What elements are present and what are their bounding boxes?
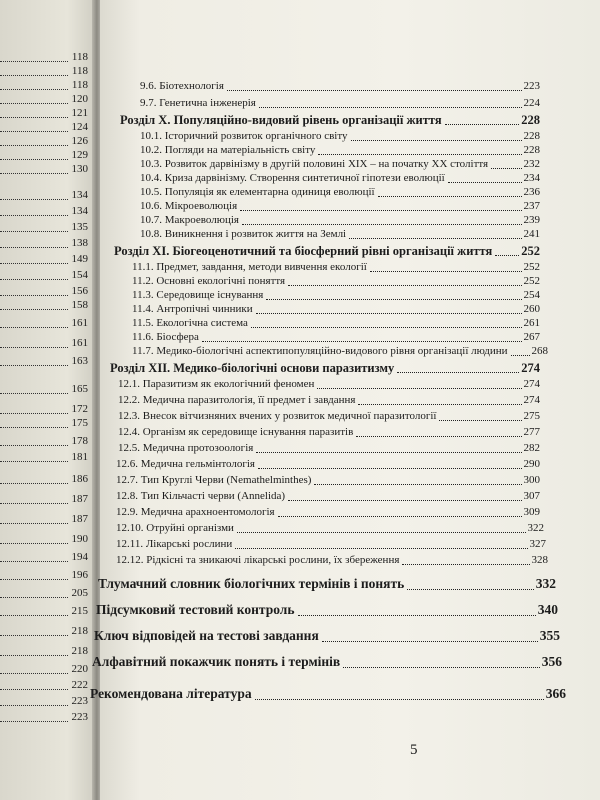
toc-entry-page: 260 xyxy=(523,303,540,315)
toc-leader-dots xyxy=(240,198,521,211)
left-page-number: 120 xyxy=(71,93,88,105)
toc-subsection-row xyxy=(118,440,540,457)
toc-entry-page: 252 xyxy=(523,261,540,273)
toc-leader-dots xyxy=(242,212,522,225)
toc-entry-page: 277 xyxy=(523,426,540,438)
toc-entry-title: Розділ XI. Біогеоценотичний та біосферний рівні організації життя xyxy=(114,244,493,258)
toc-entry-page: 232 xyxy=(523,158,540,170)
toc-leader-dots xyxy=(318,142,521,155)
toc-entry-page: 237 xyxy=(523,200,540,212)
toc-entry-page: 340 xyxy=(537,602,558,617)
toc-leader-dots xyxy=(256,440,521,453)
toc-entry-page: 252 xyxy=(521,244,540,258)
toc-leader-dots xyxy=(448,170,522,183)
toc-subsection-row xyxy=(116,552,548,569)
toc-entry-page: 241 xyxy=(523,228,540,240)
toc-leader-dots xyxy=(445,112,520,125)
toc-leader-dots xyxy=(237,520,526,533)
left-leader-dots xyxy=(0,673,68,674)
left-leader-dots xyxy=(0,263,68,264)
toc-leader-dots xyxy=(259,95,522,108)
toc-subsection-row xyxy=(116,488,540,505)
left-page-toc-line xyxy=(0,642,90,660)
toc-subsection-row xyxy=(116,520,544,537)
toc-subsection-row xyxy=(116,536,546,553)
toc-appendix-row xyxy=(96,600,558,620)
left-page-number: 135 xyxy=(71,221,88,233)
toc-subsection-row xyxy=(118,408,540,425)
toc-entry-title: 9.6. Біотехнологія xyxy=(140,80,224,92)
toc-leader-dots xyxy=(378,184,522,197)
toc-entry-title: Розділ XII. Медико-біологічні основи паразитизму xyxy=(110,361,395,375)
toc-subsection-row xyxy=(118,376,540,393)
toc-entry-title: 12.3. Внесок вітчизняних вчених у розвиток медичної паразитології xyxy=(118,410,437,422)
toc-entry-title: 10.6. Мікроеволюція xyxy=(140,200,238,212)
left-page-number: 161 xyxy=(71,317,88,329)
toc-entry-title: 10.7. Макроеволюція xyxy=(140,214,239,226)
left-leader-dots xyxy=(0,199,68,200)
left-leader-dots xyxy=(0,705,68,706)
left-leader-dots xyxy=(0,365,68,366)
left-leader-dots xyxy=(0,689,68,690)
left-page-number: 222 xyxy=(71,679,88,691)
toc-entry-page: 355 xyxy=(539,628,560,643)
toc-entry-page: 228 xyxy=(523,130,540,142)
left-page-number: 223 xyxy=(71,695,88,707)
left-page-toc-line xyxy=(0,708,90,726)
toc-section-row xyxy=(120,112,540,129)
toc-leader-dots xyxy=(298,600,536,616)
toc-entry-page: 274 xyxy=(523,378,540,390)
left-leader-dots xyxy=(0,215,68,216)
toc-appendix-row xyxy=(98,574,556,594)
toc-entry-page: 274 xyxy=(523,394,540,406)
toc-subsection-row xyxy=(132,343,548,360)
toc-entry-page: 223 xyxy=(523,80,540,92)
toc-entry-title: 11.7. Медико-біологічні аспектипопуляційно-видового рівня організації людини xyxy=(132,345,508,357)
toc-entry-title: 12.4. Організм як середовище існування паразитів xyxy=(118,426,354,438)
toc-entry-title: 12.2. Медична паразитологія, її предмет і завдання xyxy=(118,394,356,406)
left-leader-dots xyxy=(0,427,68,428)
left-page-number: 156 xyxy=(71,285,88,297)
toc-entry-page: 327 xyxy=(529,538,546,550)
left-page-number: 196 xyxy=(71,569,88,581)
left-leader-dots xyxy=(0,445,68,446)
toc-entry-page: 290 xyxy=(523,458,540,470)
toc-leader-dots xyxy=(317,376,521,389)
toc-entry-title: 11.4. Антропічні чинники xyxy=(132,303,253,315)
left-page-number: 149 xyxy=(71,253,88,265)
toc-leader-dots xyxy=(349,226,521,239)
left-page-toc-line xyxy=(0,314,90,332)
left-leader-dots xyxy=(0,579,68,580)
left-leader-dots xyxy=(0,231,68,232)
toc-leader-dots xyxy=(407,574,534,590)
left-page-number: 175 xyxy=(71,417,88,429)
toc-entry-title: 10.3. Розвиток дарвінізму в другій половині XIX – на початку XX століття xyxy=(140,158,489,170)
toc-entry-page: 322 xyxy=(527,522,544,534)
left-page-toc-line xyxy=(0,448,90,466)
left-page-number: 134 xyxy=(71,189,88,201)
toc-leader-dots xyxy=(266,287,521,300)
toc-entry-title: 11.3. Середовище існування xyxy=(132,289,264,301)
left-page-number: 205 xyxy=(71,587,88,599)
toc-subsection-row xyxy=(116,456,540,473)
toc-leader-dots xyxy=(491,156,521,169)
toc-entry-title: Розділ X. Популяційно-видовий рівень організації життя xyxy=(120,113,442,127)
toc-leader-dots xyxy=(314,472,521,485)
page-number: 5 xyxy=(410,742,418,758)
left-leader-dots xyxy=(0,461,68,462)
left-page-toc-line xyxy=(0,566,90,584)
left-leader-dots xyxy=(0,347,68,348)
left-leader-dots xyxy=(0,615,68,616)
toc-entry-page: 282 xyxy=(523,442,540,454)
toc-entry-page: 328 xyxy=(531,554,548,566)
toc-section-row xyxy=(114,243,540,260)
toc-entry-title: 10.2. Погляди на матеріальність світу xyxy=(140,144,316,156)
left-leader-dots xyxy=(0,279,68,280)
toc-entry-page: 366 xyxy=(545,686,566,701)
left-leader-dots xyxy=(0,309,68,310)
toc-section-row xyxy=(110,360,540,377)
left-leader-dots xyxy=(0,523,68,524)
toc-entry-title: 12.7. Тип Круглі Черви (Nemathelminthes) xyxy=(116,474,312,486)
toc-entry-title: 12.8. Тип Кільчасті черви (Annelida) xyxy=(116,490,286,502)
toc-leader-dots xyxy=(202,329,522,342)
toc-entry-title: 12.10. Отруйні організми xyxy=(116,522,234,534)
left-leader-dots xyxy=(0,327,68,328)
left-page-number: 178 xyxy=(71,435,88,447)
left-page-number: 126 xyxy=(71,135,88,147)
toc-entry-page: 274 xyxy=(521,361,540,375)
left-page-number: 172 xyxy=(71,403,88,415)
left-page-number: 158 xyxy=(71,299,88,311)
toc-entry-page: 268 xyxy=(531,345,548,357)
toc-entry-title: 10.4. Криза дарвінізму. Створення синтетичної гіпотези еволюції xyxy=(140,172,445,184)
toc-leader-dots xyxy=(255,684,544,700)
left-leader-dots xyxy=(0,635,68,636)
left-page-toc-line xyxy=(0,470,90,488)
left-page-number: 194 xyxy=(71,551,88,563)
left-page-number: 218 xyxy=(71,625,88,637)
toc-leader-dots xyxy=(370,259,522,272)
left-page-number: 121 xyxy=(71,107,88,119)
toc-entry-title: 11.5. Екологічна система xyxy=(132,317,248,329)
left-page-number: 165 xyxy=(71,383,88,395)
toc-subsection-row xyxy=(118,392,540,409)
toc-leader-dots xyxy=(322,626,538,642)
toc-subsection-row xyxy=(140,78,540,95)
left-page-number: 187 xyxy=(71,513,88,525)
toc-entry-page: 307 xyxy=(523,490,540,502)
toc-entry-page: 356 xyxy=(541,654,562,669)
toc-entry-title: 10.8. Виникнення і розвиток життя на Землі xyxy=(140,228,347,240)
left-page-number: 138 xyxy=(71,237,88,249)
toc-leader-dots xyxy=(288,273,521,286)
left-page-number: 220 xyxy=(71,663,88,675)
left-page-toc-line xyxy=(0,622,90,640)
toc-entry-page: 254 xyxy=(523,289,540,301)
toc-leader-dots xyxy=(439,408,521,421)
toc-leader-dots xyxy=(258,456,522,469)
left-leader-dots xyxy=(0,503,68,504)
left-page-number: 161 xyxy=(71,337,88,349)
toc-entry-title: Підсумковий тестовий контроль xyxy=(96,602,295,617)
toc-entry-page: 239 xyxy=(523,214,540,226)
left-page-toc-line xyxy=(0,510,90,528)
toc-entry-title: 9.7. Генетична інженерія xyxy=(140,97,256,109)
left-page-number: 223 xyxy=(71,711,88,723)
left-page-number: 118 xyxy=(71,51,88,63)
toc-entry-page: 228 xyxy=(523,144,540,156)
left-page-toc-line xyxy=(0,160,90,178)
toc-subsection-row xyxy=(140,95,540,112)
toc-entry-title: 12.6. Медична гельмінтологія xyxy=(116,458,255,470)
left-page-number: 134 xyxy=(71,205,88,217)
toc-entry-title: 12.11. Лікарські рослини xyxy=(116,538,233,550)
toc-leader-dots xyxy=(358,392,521,405)
toc-leader-dots xyxy=(278,504,522,517)
left-page-toc-line xyxy=(0,548,90,566)
toc-leader-dots xyxy=(511,343,530,356)
toc-subsection-row xyxy=(118,424,540,441)
toc-entry-page: 267 xyxy=(523,331,540,343)
left-page-toc-line xyxy=(0,602,90,620)
left-page-toc-line xyxy=(0,296,90,314)
left-page-toc-line xyxy=(0,414,90,432)
left-leader-dots xyxy=(0,247,68,248)
left-page-number: 118 xyxy=(71,79,88,91)
left-leader-dots xyxy=(0,543,68,544)
left-page-number: 124 xyxy=(71,121,88,133)
toc-leader-dots xyxy=(495,243,519,256)
toc-entry-page: 309 xyxy=(523,506,540,518)
toc-appendix-row xyxy=(94,626,560,646)
toc-entry-title: Ключ відповідей на тестові завдання xyxy=(94,628,319,643)
toc-appendix-row xyxy=(92,652,562,672)
toc-entry-page: 228 xyxy=(521,113,540,127)
toc-leader-dots xyxy=(251,315,522,328)
toc-entry-title: 12.9. Медична арахноентомологія xyxy=(116,506,275,518)
left-page-toc-line xyxy=(0,352,90,370)
left-page-number: 190 xyxy=(71,533,88,545)
left-page-number: 218 xyxy=(71,645,88,657)
left-page-number: 163 xyxy=(71,355,88,367)
left-page-number: 130 xyxy=(71,163,88,175)
toc-leader-dots xyxy=(356,424,521,437)
toc-subsection-row xyxy=(116,472,540,489)
toc-entry-title: 12.1. Паразитизм як екологічний феномен xyxy=(118,378,315,390)
left-leader-dots xyxy=(0,655,68,656)
toc-entry-title: Рекомендована література xyxy=(90,686,252,701)
toc-leader-dots xyxy=(351,128,522,141)
left-page-number: 118 xyxy=(71,65,88,77)
left-page-toc-line xyxy=(0,530,90,548)
toc-entry-title: 12.12. Рідкісні та зникаючі лікарські рослини, їх збереження xyxy=(116,554,400,566)
toc-subsection-row xyxy=(140,226,540,243)
toc-entry-page: 236 xyxy=(523,186,540,198)
toc-leader-dots xyxy=(288,488,521,501)
toc-entry-title: 11.6. Біосфера xyxy=(132,331,199,343)
left-leader-dots xyxy=(0,721,68,722)
toc-entry-title: 11.1. Предмет, завдання, методи вивчення екології xyxy=(132,261,367,273)
toc-entry-page: 300 xyxy=(523,474,540,486)
toc-leader-dots xyxy=(235,536,527,549)
toc-leader-dots xyxy=(256,301,522,314)
toc-entry-title: Тлумачний словник біологічних термінів і понять xyxy=(98,576,405,591)
right-page xyxy=(90,0,600,800)
toc-leader-dots xyxy=(343,652,540,668)
toc-entry-page: 234 xyxy=(523,172,540,184)
toc-entry-page: 332 xyxy=(535,576,556,591)
left-leader-dots xyxy=(0,561,68,562)
left-leader-dots xyxy=(0,393,68,394)
toc-leader-dots xyxy=(397,360,519,373)
toc-subsection-row xyxy=(116,504,540,521)
toc-entry-title: 10.1. Історичний розвиток органічного світу xyxy=(140,130,348,142)
toc-entry-title: Алфавітний покажчик понять і термінів xyxy=(92,654,341,669)
toc-entry-page: 275 xyxy=(523,410,540,422)
toc-appendix-row xyxy=(90,684,566,704)
toc-entry-title: 12.5. Медична протозоологія xyxy=(118,442,254,454)
left-leader-dots xyxy=(0,483,68,484)
toc-leader-dots xyxy=(402,552,529,565)
toc-leader-dots xyxy=(227,78,522,91)
left-page-toc-line xyxy=(0,584,90,602)
left-page-number: 181 xyxy=(71,451,88,463)
left-page-number: 129 xyxy=(71,149,88,161)
toc-entry-page: 261 xyxy=(523,317,540,329)
left-page-number: 215 xyxy=(71,605,88,617)
left-page-toc-line xyxy=(0,334,90,352)
left-leader-dots xyxy=(0,173,68,174)
left-leader-dots xyxy=(0,597,68,598)
toc-entry-page: 224 xyxy=(523,97,540,109)
toc-entry-page: 252 xyxy=(523,275,540,287)
left-page-number: 187 xyxy=(71,493,88,505)
toc-entry-title: 10.5. Популяція як елементарна одиниця еволюції xyxy=(140,186,375,198)
left-page-number: 186 xyxy=(71,473,88,485)
left-page-number: 154 xyxy=(71,269,88,281)
left-page xyxy=(0,0,96,800)
left-page-toc-line xyxy=(0,380,90,398)
toc-entry-title: 11.2. Основні екологічні поняття xyxy=(132,275,286,287)
left-page-toc-line xyxy=(0,490,90,508)
